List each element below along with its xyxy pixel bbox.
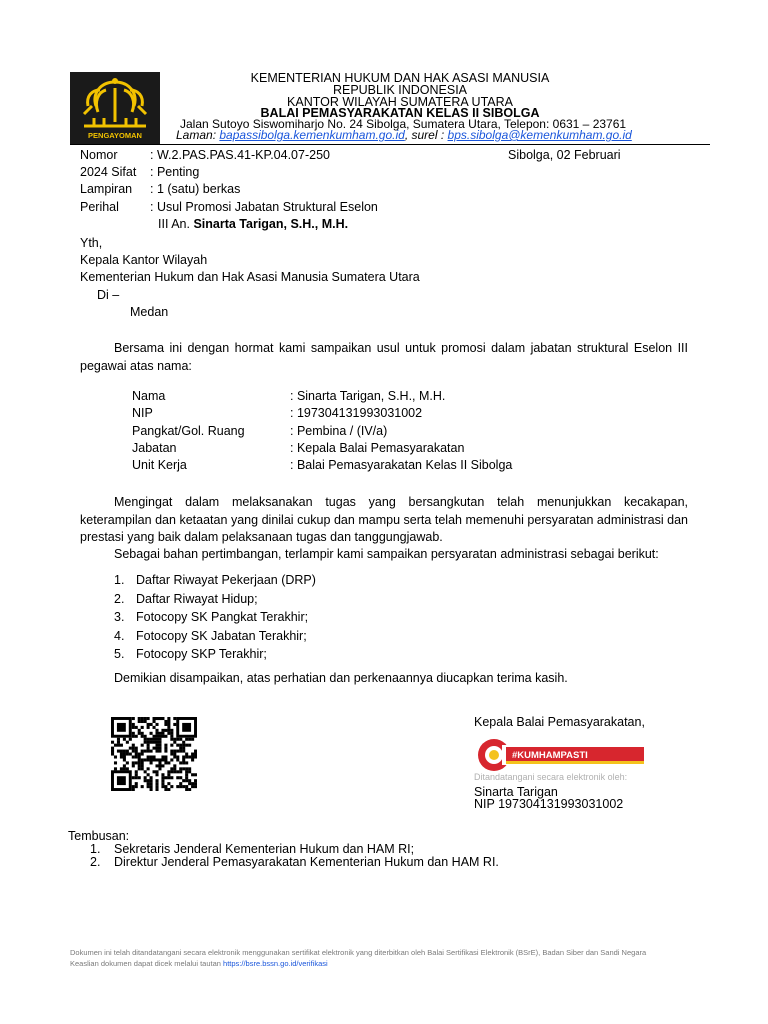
tembusan-text: Direktur Jenderal Pemasyarakatan Kementerian Hukum dan HAM RI. (114, 854, 499, 869)
surel-label: , surel : (404, 128, 445, 142)
lampiran-value: : 1 (satu) berkas (150, 182, 241, 196)
intro-paragraph: Bersama ini dengan hormat kami sampaikan usul untuk promosi dalam jabatan struktural Eselon III pegawai atas nama: (80, 341, 688, 373)
signatory-nip: NIP 197304131993031002 (474, 797, 624, 811)
yth: Yth, (80, 236, 103, 250)
e-signature-note: Ditandatangani secara elektronik oleh: (474, 772, 628, 782)
lampiran-label: Lampiran (80, 182, 133, 196)
tembusan-text: Sekretaris Jenderal Kementerian Hukum dan HAM RI; (114, 842, 415, 856)
field-label: Nama (132, 389, 166, 403)
sifat-label: 2024 Sifat (80, 165, 137, 179)
contact-line (176, 128, 632, 142)
requirement-text: Fotocopy SK Jabatan Terakhir; (136, 628, 307, 643)
office-address: Jalan Sutoyo Siswomiharjo No. 24 Sibolga, Sumatera Utara, Telepon: 0631 – 23761 (180, 117, 627, 131)
field-label: Unit Kerja (132, 458, 187, 473)
header-rule (70, 144, 710, 145)
tembusan-label: Tembusan: (68, 829, 130, 843)
badge-text: #KUMHAMPASTI (512, 750, 588, 761)
ministry-name: KEMENTERIAN HUKUM DAN HAK ASASI MANUSIA (250, 71, 550, 85)
tembusan-number: 2. (90, 854, 101, 869)
website-link[interactable]: bapassibolga.kemenkumham.go.id (219, 128, 405, 142)
closing-paragraph: Demikian disampaikan, atas perhatian dan perkenaannya diucapkan terima kasih. (114, 671, 568, 685)
recipient-city: Medan (130, 305, 169, 319)
requirement-text: Daftar Riwayat Hidup; (136, 591, 258, 606)
verify-link[interactable]: https://bsre.bssn.go.id/verifikasi (223, 959, 328, 968)
footer-verify-prefix: Keaslian dokumen dapat dicek melalui tautan (70, 959, 221, 968)
kumhampasti-badge (474, 737, 644, 773)
qr-code (111, 717, 197, 791)
perihal-cont-prefix: III An. (158, 217, 190, 231)
field-label: NIP (132, 406, 153, 421)
footer-disclaimer: Dokumen ini telah ditandatangani secara elektronik menggunakan sertifikat elektronik yang diterbitkan oleh Balai Sertifikasi Elektronik (BSrE), Badan Siber dan Sandi Negara (70, 948, 647, 957)
field-value: : Kepala Balai Pemasyarakatan (290, 440, 465, 455)
perihal-subject-name: Sinarta Tarigan, S.H., M.H. (193, 217, 349, 231)
nomor-label: Nomor (80, 148, 118, 162)
requirement-text: Fotocopy SK Pangkat Terakhir; (136, 610, 309, 624)
footer-verify-line (70, 959, 328, 968)
requirement-number: 3. (114, 610, 125, 624)
requirement-number: 1. (114, 573, 125, 587)
requirement-text: Fotocopy SKP Terakhir; (136, 647, 267, 661)
requirement-number: 2. (114, 591, 125, 606)
requirement-text: Daftar Riwayat Pekerjaan (DRP) (136, 573, 316, 587)
country-name: REPUBLIK INDONESIA (332, 83, 468, 97)
requirement-number: 4. (114, 628, 125, 643)
tembusan-number: 1. (90, 842, 101, 856)
signatory-title: Kepala Balai Pemasyarakatan, (474, 715, 645, 729)
attachment-intro: Sebagai bahan pertimbangan, terlampir kami sampaikan persyaratan administrasi sebagai berikut: (114, 547, 659, 561)
perihal-label: Perihal (80, 200, 119, 214)
regional-office: KANTOR WILAYAH SUMATERA UTARA (287, 95, 513, 109)
perihal-continuation (158, 217, 348, 231)
field-value: : 197304131993031002 (290, 406, 423, 421)
pengayoman-logo (70, 72, 160, 144)
recipient-di: Di – (97, 288, 120, 302)
logo-caption: PENGAYOMAN (88, 131, 142, 140)
nomor-value: : W.2.PAS.PAS.41-KP.04.07-250 (150, 148, 330, 162)
field-label: Pangkat/Gol. Ruang (132, 423, 245, 438)
field-label: Jabatan (132, 440, 177, 455)
sifat-value: : Penting (150, 165, 200, 179)
field-value: : Sinarta Tarigan, S.H., M.H. (290, 389, 446, 403)
field-value: : Pembina / (IV/a) (290, 423, 388, 438)
laman-label: Laman: (176, 128, 217, 142)
recipient-line1: Kepala Kantor Wilayah (80, 253, 208, 267)
reason-paragraph: Mengingat dalam melaksanakan tugas yang bersangkutan telah menunjukkan kecakapan, keterampilan dan ketaatan yang dinilai cukup dan mampu serta telah memenuhi persyaratan administrasi dan prestasi yang baik dalam pelaksanaan tugas dan tanggungjawab. (80, 495, 688, 544)
field-value: : Balai Pemasyarakatan Kelas II Sibolga (290, 458, 513, 473)
perihal-value: : Usul Promosi Jabatan Struktural Eselon (150, 200, 378, 214)
recipient-line2: Kementerian Hukum dan Hak Asasi Manusia Sumatera Utara (80, 270, 420, 284)
signatory-name: Sinarta Tarigan (474, 785, 558, 799)
email-link[interactable]: bps.sibolga@kemenkumham.go.id (447, 128, 632, 142)
office-name: BALAI PEMASYARAKATAN KELAS II SIBOLGA (260, 106, 540, 120)
letter-date: Sibolga, 02 Februari (508, 148, 621, 162)
requirement-number: 5. (114, 647, 125, 661)
